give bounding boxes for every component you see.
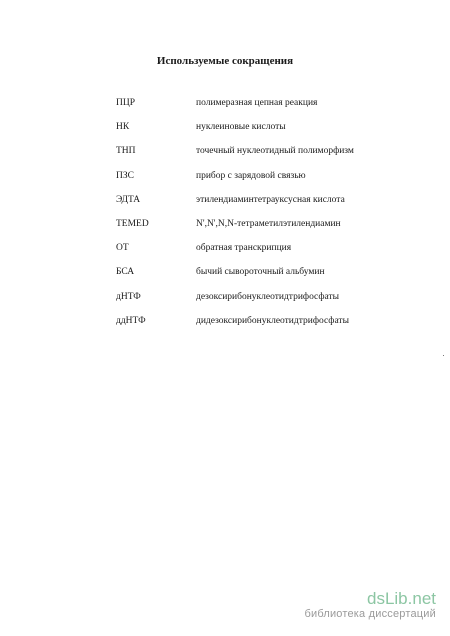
scan-speck <box>443 355 444 356</box>
page-title: Используемые сокращения <box>156 55 294 67</box>
abbreviation-definition: обратная транскрипция <box>196 243 292 254</box>
abbreviation-term: TEMED <box>116 218 149 229</box>
abbreviation-definition: дезоксирибонуклеотидтрифосфаты <box>196 291 340 302</box>
abbreviation-term: ПЗС <box>116 170 134 181</box>
abbreviation-term: ЭДТА <box>116 194 141 205</box>
watermark[interactable] <box>304 590 436 621</box>
abbreviation-definition: N',N',N,N-тетраметилэтилендиамин <box>196 218 341 229</box>
watermark-caption: библиотека диссертаций <box>304 608 436 620</box>
abbreviation-term: ПЦР <box>116 98 136 108</box>
watermark-logo[interactable]: dsLib.net <box>367 589 436 608</box>
abbreviation-term: НК <box>116 122 130 133</box>
abbreviation-definition: нуклеиновые кислоты <box>196 122 286 133</box>
abbreviation-definition: дидезоксирибонуклеотидтрифосфаты <box>196 315 349 326</box>
abbreviation-definition: бычий сывороточный альбумин <box>196 267 325 278</box>
abbreviation-definition: полимеразная цепная реакция <box>196 98 318 108</box>
abbreviation-term: ТНП <box>116 146 136 157</box>
abbreviation-term: ОТ <box>116 243 129 254</box>
abbreviation-term: ддНТФ <box>116 315 146 326</box>
abbreviation-definition: прибор с зарядовой связью <box>196 170 306 181</box>
abbreviation-definition: этилендиаминтетрауксусная кислота <box>196 194 345 205</box>
abbreviation-term: БСА <box>116 267 135 278</box>
abbreviation-term: дНТФ <box>116 291 141 302</box>
abbreviation-definition: точечный нуклеотидный полиморфизм <box>196 146 354 157</box>
